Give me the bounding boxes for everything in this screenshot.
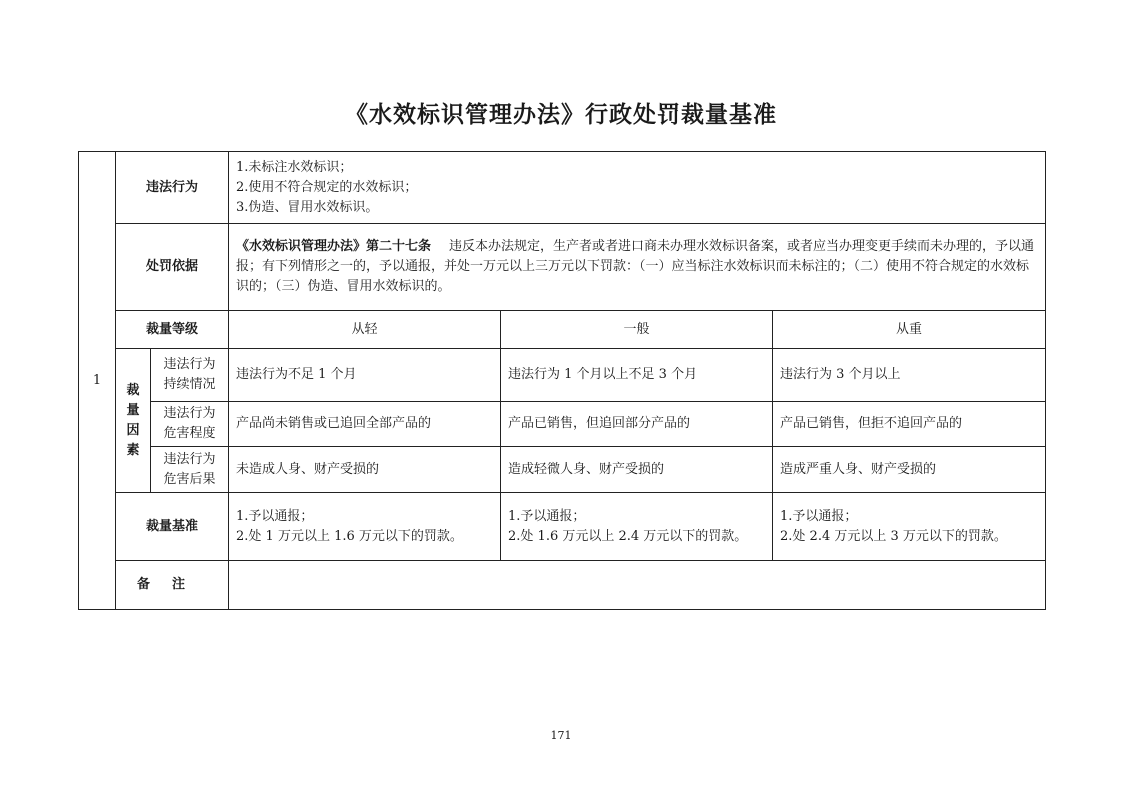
factor-value: 造成轻微人身、财产受损的 xyxy=(501,447,773,493)
factor-value: 未造成人身、财产受损的 xyxy=(229,447,501,493)
factor-value: 违法行为 1 个月以上不足 3 个月 xyxy=(501,349,773,402)
factor-name: 违法行为 危害程度 xyxy=(151,402,229,447)
factor-value: 造成严重人身、财产受损的 xyxy=(773,447,1046,493)
factor-row-harm-result xyxy=(79,447,1046,493)
levels-row xyxy=(79,311,1046,349)
standard-heavy: 1.予以通报； 2.处 2.4 万元以上 3 万元以下的罚款。 xyxy=(773,493,1046,561)
standard-row xyxy=(79,493,1046,561)
level-normal: 一般 xyxy=(501,311,773,349)
page-title: 《水效标识管理办法》行政处罚裁量基准 xyxy=(345,101,777,128)
levels-label: 裁量等级 xyxy=(116,311,229,349)
basis-content xyxy=(229,224,1046,311)
violation-item: 3.伪造、冒用水效标识。 xyxy=(236,199,379,215)
factors-label: 裁 量 因 素 xyxy=(116,349,151,493)
penalty-standard-table xyxy=(78,151,1046,610)
standard-light: 1.予以通报； 2.处 1 万元以上 1.6 万元以下的罚款。 xyxy=(229,493,501,561)
violation-item: 2.使用不符合规定的水效标识； xyxy=(236,179,418,195)
standard-label: 裁量基准 xyxy=(116,493,229,561)
basis-law-article: 《水效标识管理办法》第二十七条 xyxy=(236,239,432,254)
factor-value: 产品已销售，但追回部分产品的 xyxy=(501,402,773,447)
remarks-row xyxy=(79,561,1046,610)
factor-name: 违法行为 持续情况 xyxy=(151,349,229,402)
factor-value: 产品尚未销售或已追回全部产品的 xyxy=(229,402,501,447)
row-number: 1 xyxy=(79,152,116,610)
violation-item: 1.未标注水效标识； xyxy=(236,159,353,175)
level-heavy: 从重 xyxy=(773,311,1046,349)
factor-name: 违法行为 危害后果 xyxy=(151,447,229,493)
remarks-value xyxy=(229,561,1046,610)
violation-label: 违法行为 xyxy=(116,152,229,224)
basis-label: 处罚依据 xyxy=(116,224,229,311)
factor-value: 违法行为 3 个月以上 xyxy=(773,349,1046,402)
standard-normal: 1.予以通报； 2.处 1.6 万元以上 2.4 万元以下的罚款。 xyxy=(501,493,773,561)
page-number: 171 xyxy=(550,729,572,742)
remarks-label: 备注 xyxy=(116,561,229,610)
factor-row-duration xyxy=(79,349,1046,402)
factor-value: 产品已销售，但拒不追回产品的 xyxy=(773,402,1046,447)
factor-row-harm-degree xyxy=(79,402,1046,447)
level-light: 从轻 xyxy=(229,311,501,349)
violation-row xyxy=(79,152,1046,224)
basis-row xyxy=(79,224,1046,311)
violation-items xyxy=(229,152,1046,224)
factor-value: 违法行为不足 1 个月 xyxy=(229,349,501,402)
basis-text: 违反本办法规定，生产者或者进口商未办理水效标识备案，或者应当办理变更手续而未办理的，予以通报；有下列情形之一的，予以通报，并处一万元以上三万元以下罚款：（一）应当标注水效标识而未标注的；（二）使用不符合规定的水效标识的；（三）伪造、冒用水效标识的。 xyxy=(236,239,1035,294)
